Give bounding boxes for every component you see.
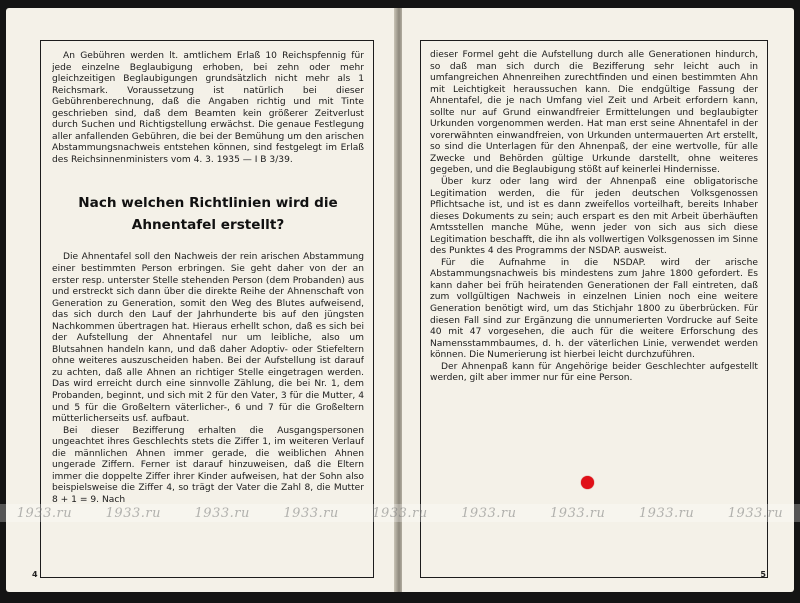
watermark-text: 1933.ru [727,505,784,521]
section-heading: Nach welchen Richtlinien wird die Ahnentafel erstellt? [78,195,338,234]
watermark-text: 1933.ru [283,505,339,521]
right-page [402,8,794,592]
paragraph: An Gebühren werden lt. amtlichem Erlaß 10 Reichspfennig für jede einzelne Beglaubigung erhoben, bei zehn oder mehr gleichzeitigen Beglaubigungen grundsätzlich nicht mehr als 1 Reichsmark. Voraussetzung ist natürlich bei dieser Gebührenberechnung, daß die Angaben richtig und mit Tinte geschrieben sind, daß dem Beamten kein größerer Zeitverlust durch Suchen und Richtigstellung erwächst. Die genaue Festlegung aller anfallenden Gebühren, die bei der Bemühung um den arischen Abstammungsnachweis entstehen können, sind festgelegt im Erlaß des Reichsinnenministers vom 4. 3. 1935 — I B 3/39. [52,51,364,165]
watermark-text: 1933.ru [550,505,606,521]
right-page-text [430,50,758,450]
page-number-left: 4 [32,570,38,579]
watermark-text: 1933.ru [461,505,517,521]
paragraph: Der Ahnenpaß kann für Angehörige beider Geschlechter aufgestellt werden, gilt aber immer nur für eine Person. [430,361,758,384]
left-top-paragraphs [52,51,364,166]
watermark-text: 1933.ru [105,505,161,521]
right-paragraphs [430,50,758,385]
left-page [6,8,396,592]
watermark-text: 1933.ru [372,505,428,521]
watermark-text: 1933.ru [16,505,73,521]
paragraph: Die Ahnentafel soll den Nachweis der rein arischen Abstammung einer bestimmten Person erbringen. Sie geht daher von der an erster resp. unterster Stelle stehenden Person (dem Probanden) aus und erstreckt sich dann über die direkte Reihe der Ahnenschaft von Generation zu Generation, somit den Weg des Blutes aufweisend, das sich durch den Lauf der Jahrhunderte bis auf den jüngsten Nachkommen übertragen hat. Hieraus erhellt schon, daß es sich bei der Aufstellung der Ahnentafel nur um leibliche, also um Blutsahnen handeln kann, und daß daher Adoptiv- oder Stiefeltern ohne weiteres auszuscheiden haben. Bei der Aufstellung ist darauf zu achten, daß alle Ahnen an richtiger Stelle eingetragen werden. Das wird erreicht durch eine sinnvolle Zählung, die bei Nr. 1, dem Probanden, beginnt, und sich mit 2 für den Vater, 3 für die Mutter, 4 und 5 für die Großeltern väterlicher-, 6 und 7 für die Großeltern mütterlicherseits usf. aufbaut. [52,252,364,425]
red-dot-mark [581,476,594,489]
paragraph: Für die Aufnahme in die NSDAP. wird der arische Abstammungsnachweis bis mindestens zum Jahre 1800 gefordert. Es kann daher bei früh heiratenden Generationen der Fall eintreten, daß zum vollgültigen Nachweis in einzelnen Linien noch eine weitere Generation benötigt wird, um das Stichjahr 1800 zu überbrücken. Für diesen Fall sind zur Ergänzung die unnumerierten Vordrucke auf Seite 40 mit 47 vorgesehen, die auch für die weitere Erforschung des Namensstammbaumes, d. h. der väterlichen Linie, verwendet werden können. Die Numerierung ist hierbei leicht durchzuführen. [430,257,758,361]
paragraph: Über kurz oder lang wird der Ahnenpaß eine obligatorische Legitimation werden, die für jeden deutschen Volksgenossen Pflichtsache ist, und ist es dann zweifellos vorteilhaft, bereits Inhaber dieses Dokuments zu sein; auch erspart es den mit Arbeit überhäuften Amtsstellen manche Mühe, wenn jeder von sich aus sich diese Legitimation beschafft, die ihn als vollwertigen Volksgenossen im Sinne des Punktes 4 des Programms der NSDAP. ausweist. [430,177,758,257]
watermark-text: 1933.ru [638,505,695,521]
left-bottom-paragraphs [52,252,364,506]
page-number-right: 5 [760,570,766,579]
paragraph: Bei dieser Bezifferung erhalten die Ausgangspersonen ungeachtet ihres Geschlechts stets die Ziffer 1, im weiteren Verlauf die männlichen Ahnen immer gerade, die weiblichen Ahnen ungerade Ziffern. Ferner ist darauf hinzuweisen, daß die Eltern immer die doppelte Ziffer ihrer Kinder aufweisen, hat der Sohn also beispielsweise die Ziffer 4, so trägt der Vater die Zahl 8, die Mutter 8 + 1 = 9. Nach [52,425,364,505]
left-page-text [52,51,364,571]
watermark-text: 1933.ru [194,505,250,521]
paragraph: dieser Formel geht die Aufstellung durch alle Generationen hindurch, so daß man sich durch die Bezifferung sehr leicht auch in umfangreichen Ahnenreihen zurechtfinden und einen bestimmten Ahn mit Leichtigkeit heraussuchen kann. Die endgültige Fassung der Ahnentafel, die je nach Umfang viel Zeit und Arbeit erfordern kann, sollte nur auf Grund einwandfreier Ermittelungen und beglaubigter Urkunden vorgenommen werden. Hat man erst seine Ahnentafel in der vorerwähnten einwandfreien, von Urkunden untermauerten Art erstellt, so sind die Unterlagen für den Ahnenpaß, der eine wertvolle, für alle Zwecke und Behörden gültige Urkunde darstellt, ohne weiteres gegeben, und die Beglaubigung stößt auf keinerlei Hindernisse. [430,50,758,176]
